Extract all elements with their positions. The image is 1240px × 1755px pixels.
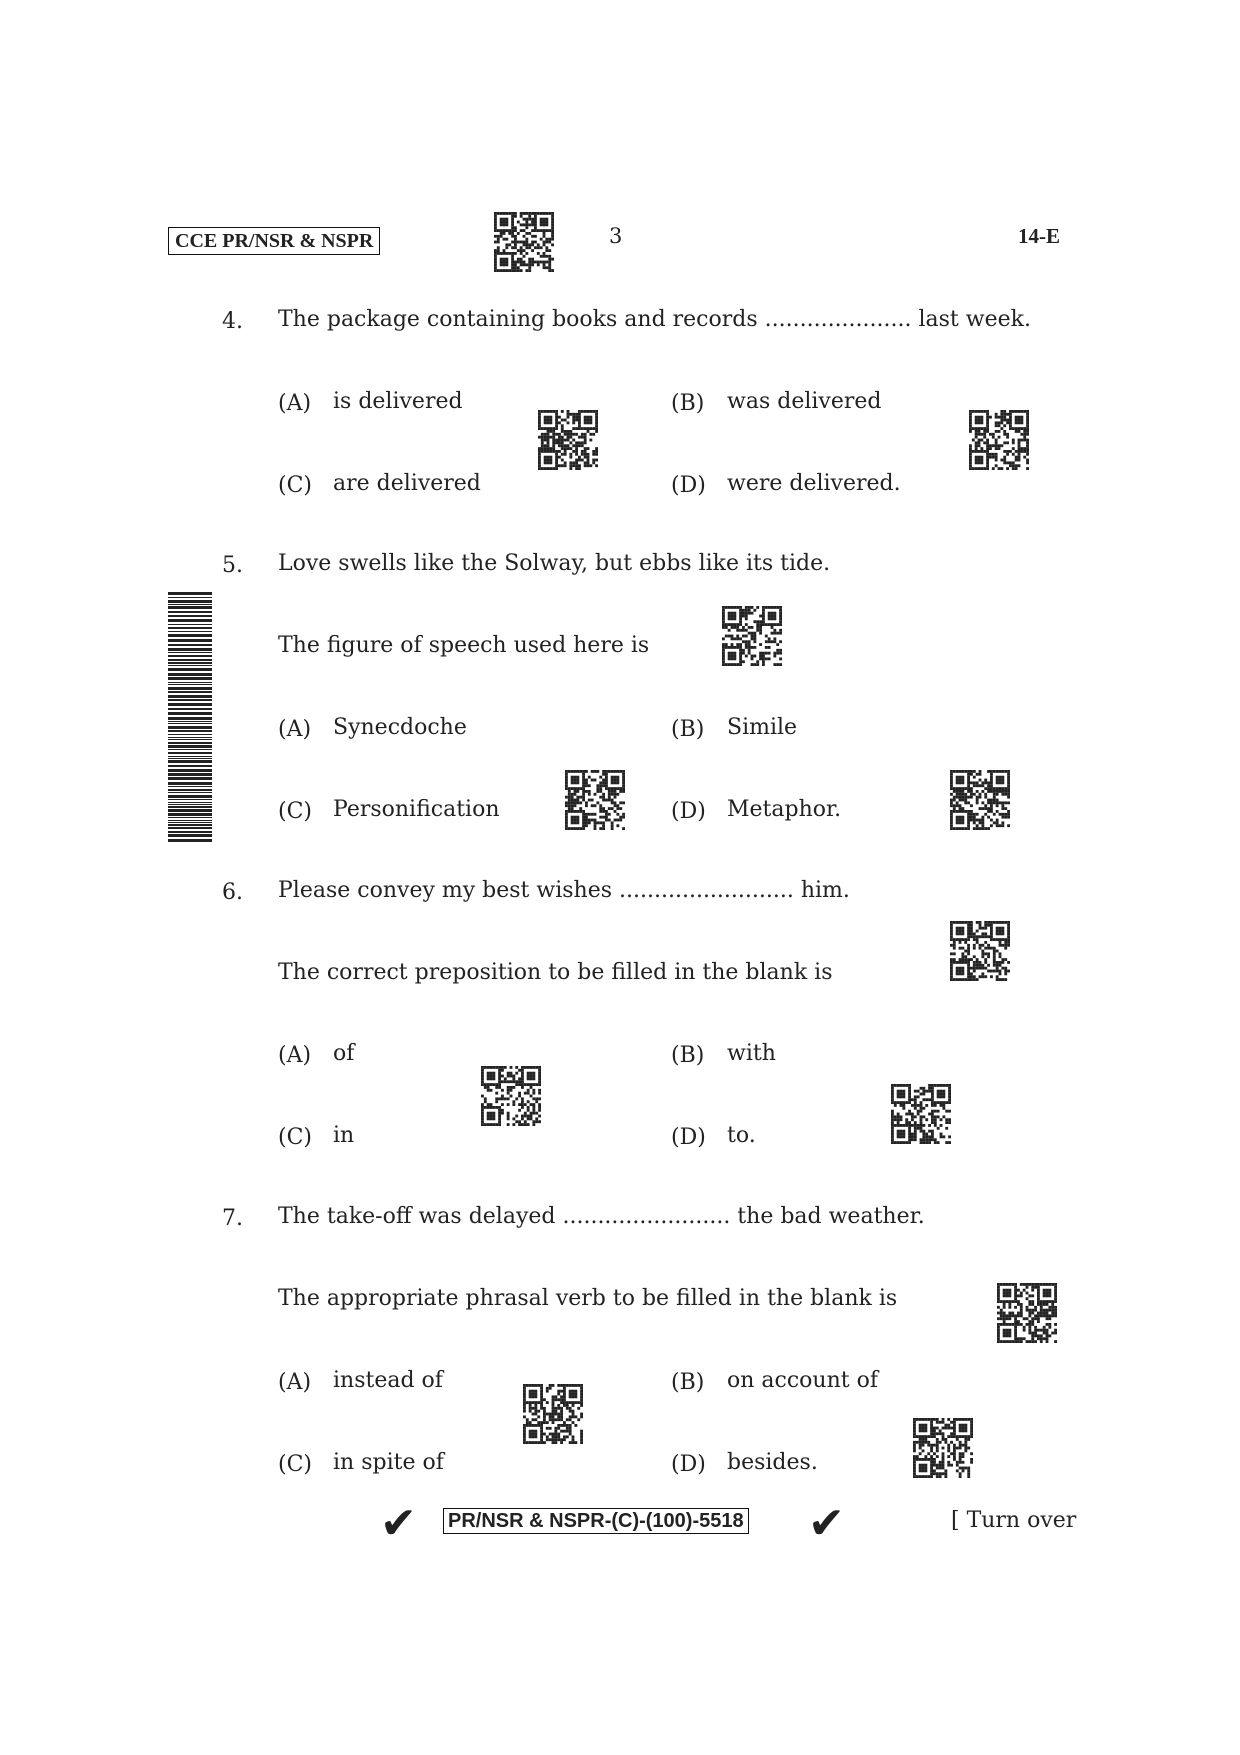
series-code: PR/NSR & NSPR-(C)-(100)-5518 [448,1510,744,1532]
exam-code: CCE PR/NSR & NSPR [175,230,374,252]
qr-code-icon [523,1384,583,1444]
option-letter: (C) [278,799,312,824]
option-letter: (D) [671,1452,706,1477]
checkmark-icon: ✔ [808,1498,845,1549]
qr-code-icon [494,212,554,272]
question-text: The package containing books and records ..................... last week. [278,307,1031,332]
qr-code-icon [538,410,598,470]
question-text: The take-off was delayed ........................ the bad weather. [278,1204,925,1229]
option-letter: (B) [671,717,705,742]
option-letter: (D) [671,473,706,498]
question-text: Love swells like the Solway, but ebbs like its tide. [278,551,831,576]
option-letter: (D) [671,1125,706,1150]
option-letter: (C) [278,1125,312,1150]
option-text: Personification [333,797,500,822]
paper-code: 14-E [1018,224,1060,248]
option-text: on account of [727,1368,878,1393]
barcode-icon [168,592,212,842]
turn-over-note: [ Turn over [951,1508,1077,1533]
qr-code-icon [997,1283,1057,1343]
option-text: of [333,1041,355,1066]
option-letter: (A) [278,717,312,742]
option-text: besides. [727,1450,818,1475]
series-code-box [443,1508,749,1534]
question-number: 5. [222,553,243,578]
qr-code-icon [481,1066,541,1126]
qr-code-icon [913,1418,973,1478]
question-text: Please convey my best wishes ......................... him. [278,878,850,903]
qr-code-icon [950,770,1010,830]
option-letter: (B) [671,1370,705,1395]
option-letter: (A) [278,1370,312,1395]
question-number: 4. [222,309,243,334]
option-letter: (A) [278,391,312,416]
option-text: is delivered [333,389,463,414]
option-text: was delivered [727,389,882,414]
question-prompt: The correct preposition to be filled in the blank is [278,960,833,985]
option-letter: (C) [278,1452,312,1477]
question-prompt: The figure of speech used here is [278,633,650,658]
question-number: 6. [222,880,243,905]
option-letter: (B) [671,1043,705,1068]
option-text: Synecdoche [333,715,467,740]
option-letter: (D) [671,799,706,824]
qr-code-icon [891,1084,951,1144]
question-prompt: The appropriate phrasal verb to be filled in the blank is [278,1286,898,1311]
option-letter: (C) [278,473,312,498]
option-text: in spite of [333,1450,444,1475]
option-letter: (B) [671,391,705,416]
option-letter: (A) [278,1043,312,1068]
option-text: instead of [333,1368,443,1393]
question-number: 7. [222,1206,243,1231]
exam-code-box [168,227,380,255]
qr-code-icon [722,606,782,666]
option-text: to. [727,1123,756,1148]
qr-code-icon [950,921,1010,981]
option-text: Simile [727,715,798,740]
option-text: Metaphor. [727,797,842,822]
option-text: in [333,1123,355,1148]
page-number: 3 [609,224,623,248]
qr-code-icon [565,770,625,830]
option-text: are delivered [333,471,481,496]
option-text: with [727,1041,776,1066]
checkmark-icon: ✔ [380,1498,417,1549]
option-text: were delivered. [727,471,901,496]
qr-code-icon [969,410,1029,470]
